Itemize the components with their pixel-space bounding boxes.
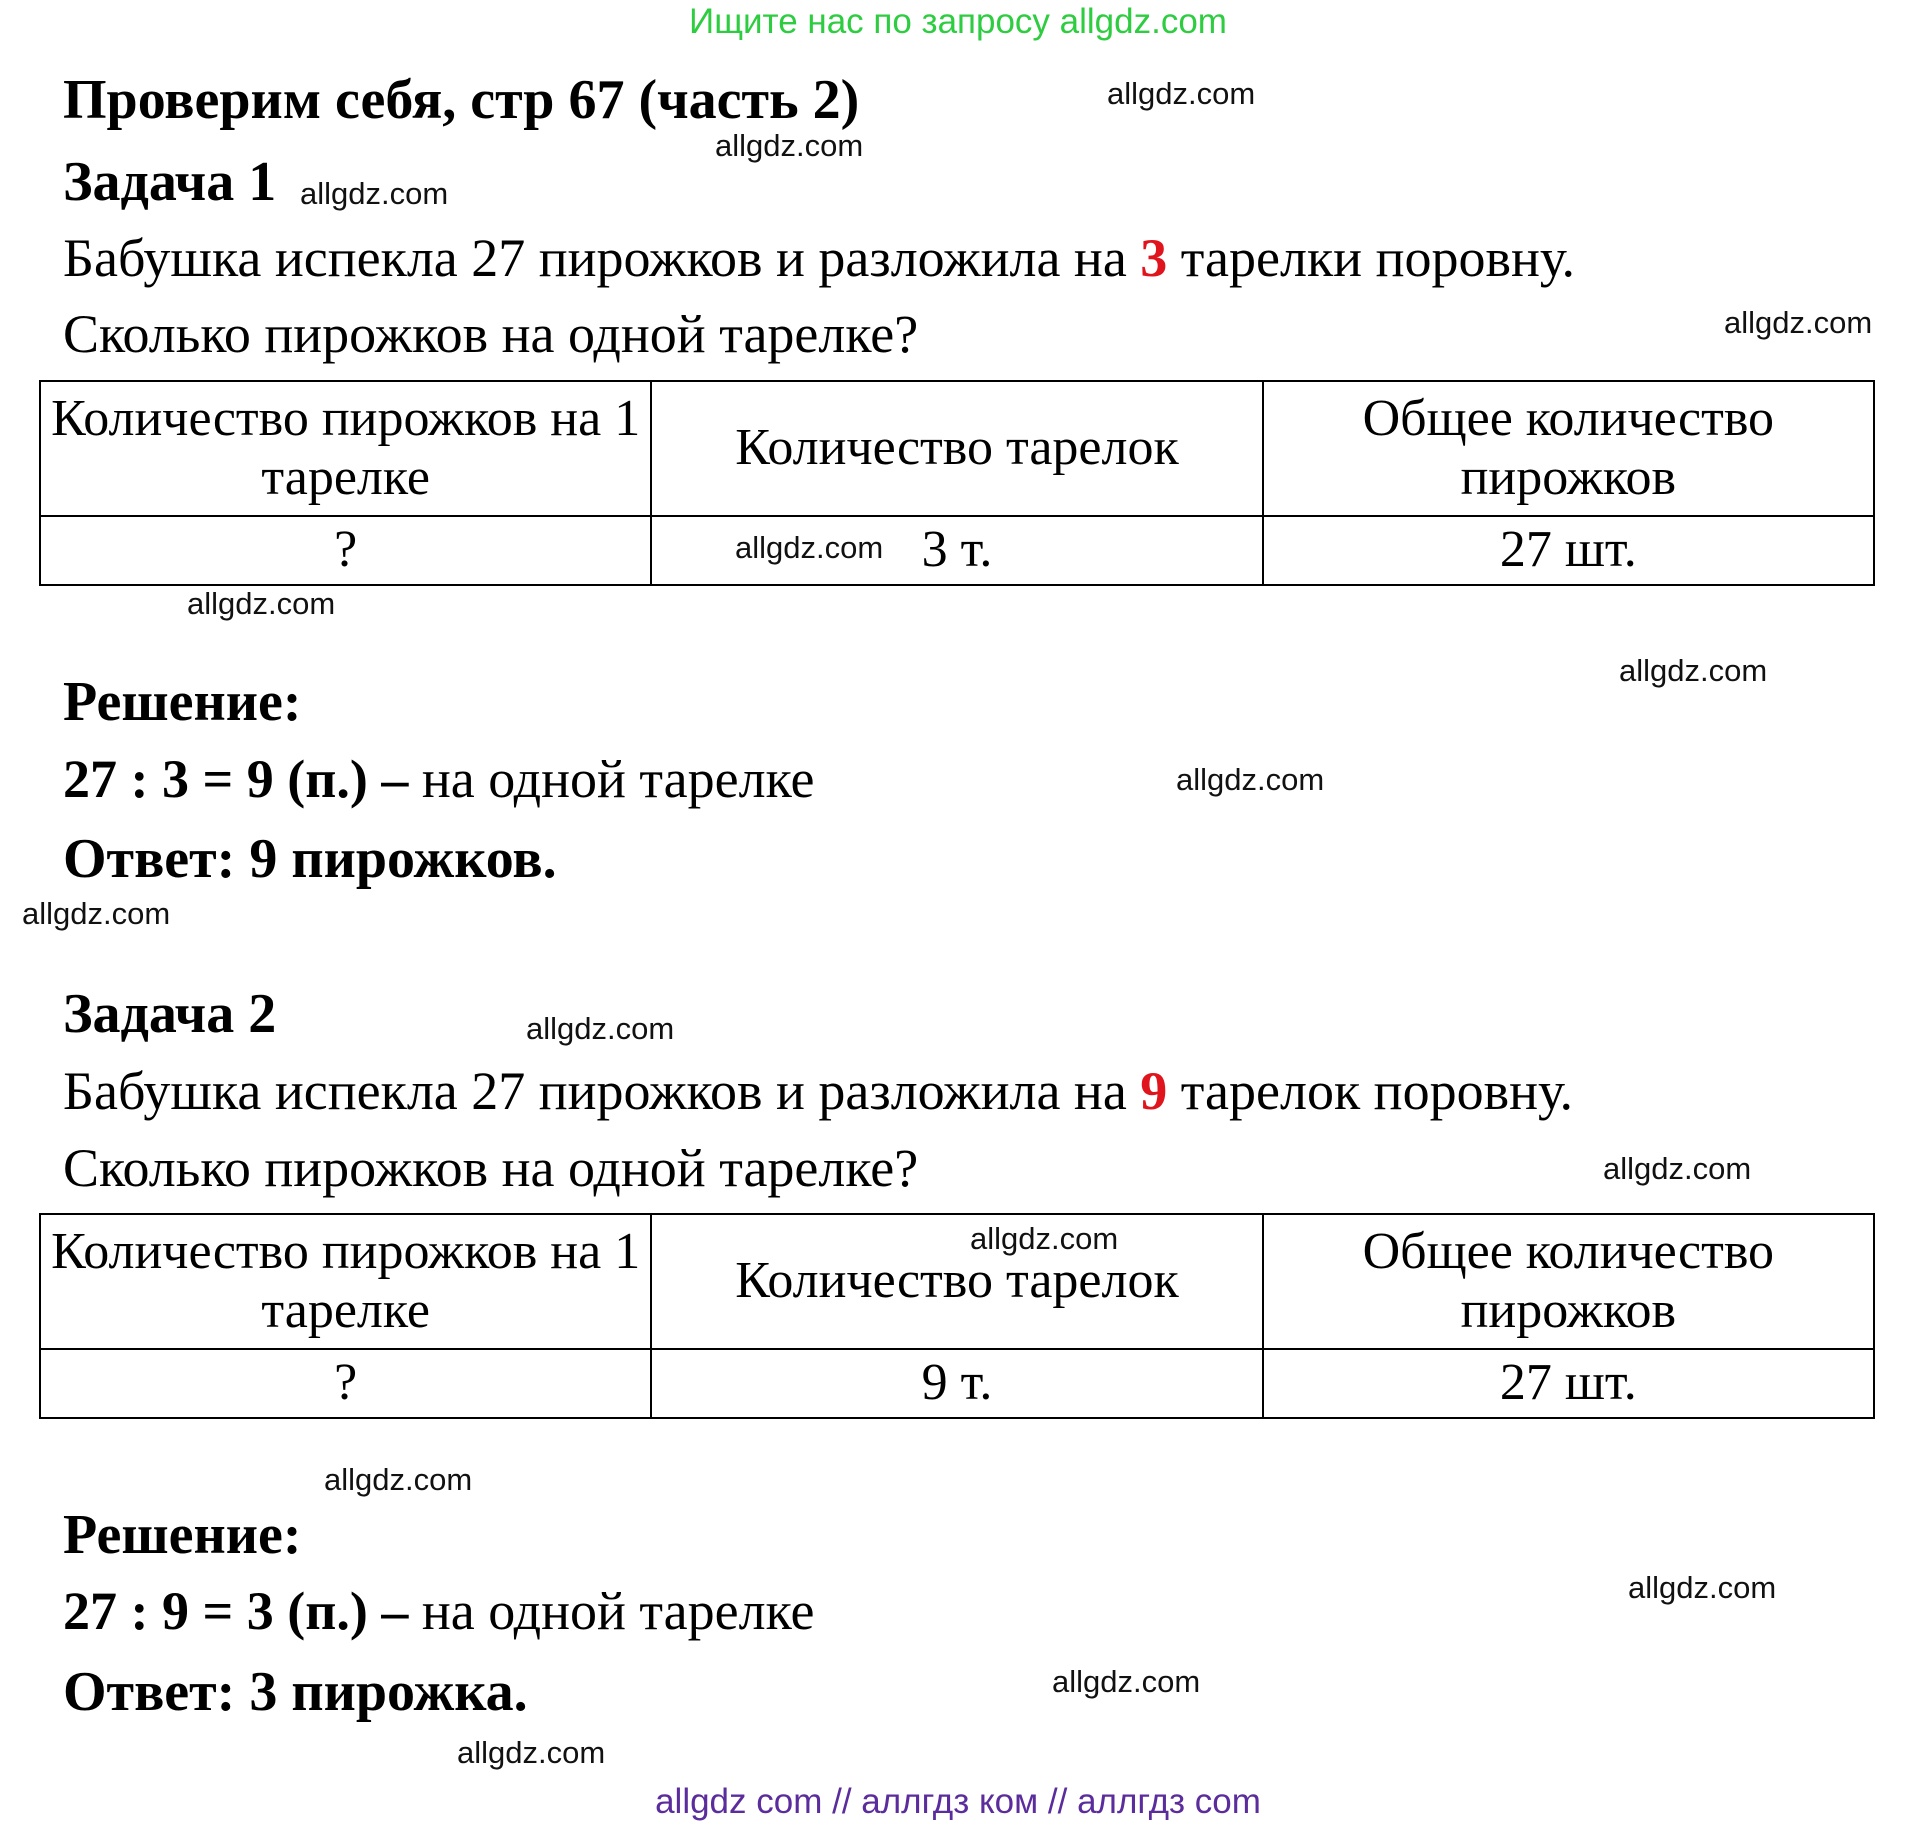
- task2-text-after: тарелок поровну.: [1167, 1061, 1574, 1121]
- task1-text-before: Бабушка испекла 27 пирожков и разложила на: [63, 228, 1141, 288]
- task1-cell-plates: 3 т.: [651, 516, 1262, 585]
- task2-answer: Ответ: 3 пирожка.: [63, 1661, 528, 1723]
- task2-cell-per-plate: ?: [40, 1349, 651, 1418]
- watermark: allgdz.com: [187, 586, 336, 621]
- task1-cell-total: 27 шт.: [1263, 516, 1874, 585]
- task1-answer: Ответ: 9 пирожков.: [63, 828, 557, 890]
- task2-highlight-number: 9: [1140, 1061, 1168, 1121]
- task1-header-plates: Количество тарелок: [651, 381, 1262, 516]
- watermark: allgdz.com: [715, 128, 864, 163]
- task1-highlight-number: 3: [1140, 228, 1168, 288]
- task2-heading: Задача 2: [63, 983, 277, 1045]
- task2-header-plates: Количество тарелок: [651, 1214, 1262, 1349]
- watermark: allgdz.com: [22, 896, 171, 931]
- task1-text: [63, 227, 1575, 289]
- task2-equation: [63, 1580, 814, 1642]
- watermark: allgdz.com: [1628, 1570, 1777, 1605]
- task2-header-per-plate: Количество пирожков на 1 тарелке: [40, 1214, 651, 1349]
- task2-equation-math: 27 : 9 = 3 (п.) –: [63, 1581, 409, 1641]
- watermark: allgdz.com: [1176, 762, 1325, 797]
- watermark: allgdz.com: [1603, 1151, 1752, 1186]
- task2-cell-total: 27 шт.: [1263, 1349, 1874, 1418]
- task1-cell-per-plate: ?: [40, 516, 651, 585]
- watermark: allgdz.com: [1619, 653, 1768, 688]
- task1-table: [39, 380, 1875, 586]
- task2-text: [63, 1060, 1573, 1122]
- watermark: allgdz.com: [526, 1011, 675, 1046]
- task1-header-total: Общее количество пирожков: [1263, 381, 1874, 516]
- task2-equation-note: на одной тарелке: [408, 1581, 815, 1641]
- task1-equation-note: на одной тарелке: [408, 749, 815, 809]
- task1-text-after: тарелки поровну.: [1167, 228, 1575, 288]
- task1-equation: [63, 748, 814, 810]
- task2-solution-label: Решение:: [63, 1504, 302, 1566]
- task2-question: Сколько пирожков на одной тарелке?: [63, 1138, 919, 1198]
- task1-solution-label: Решение:: [63, 671, 302, 733]
- task2-table: [39, 1213, 1875, 1419]
- watermark: allgdz.com: [1724, 305, 1873, 340]
- watermark: allgdz.com: [457, 1735, 606, 1770]
- watermark: allgdz.com: [970, 1221, 1119, 1256]
- task1-header-per-plate: Количество пирожков на 1 тарелке: [40, 381, 651, 516]
- bottom-banner: allgdz com // аллгдз ком // аллгдз com: [655, 1782, 1261, 1821]
- watermark: allgdz.com: [324, 1462, 473, 1497]
- watermark: allgdz.com: [1052, 1664, 1201, 1699]
- watermark: allgdz.com: [1107, 76, 1256, 111]
- watermark: allgdz.com: [735, 530, 884, 565]
- watermark: allgdz.com: [300, 176, 449, 211]
- top-banner: Ищите нас по запросу allgdz.com: [689, 2, 1227, 41]
- task1-question: Сколько пирожков на одной тарелке?: [63, 304, 919, 364]
- task2-text-before: Бабушка испекла 27 пирожков и разложила на: [63, 1061, 1141, 1121]
- page-title: Проверим себя, стр 67 (часть 2): [63, 69, 860, 131]
- task1-equation-math: 27 : 3 = 9 (п.) –: [63, 749, 409, 809]
- task2-cell-plates: 9 т.: [651, 1349, 1262, 1418]
- task2-header-total: Общее количество пирожков: [1263, 1214, 1874, 1349]
- task1-heading: Задача 1: [63, 151, 277, 213]
